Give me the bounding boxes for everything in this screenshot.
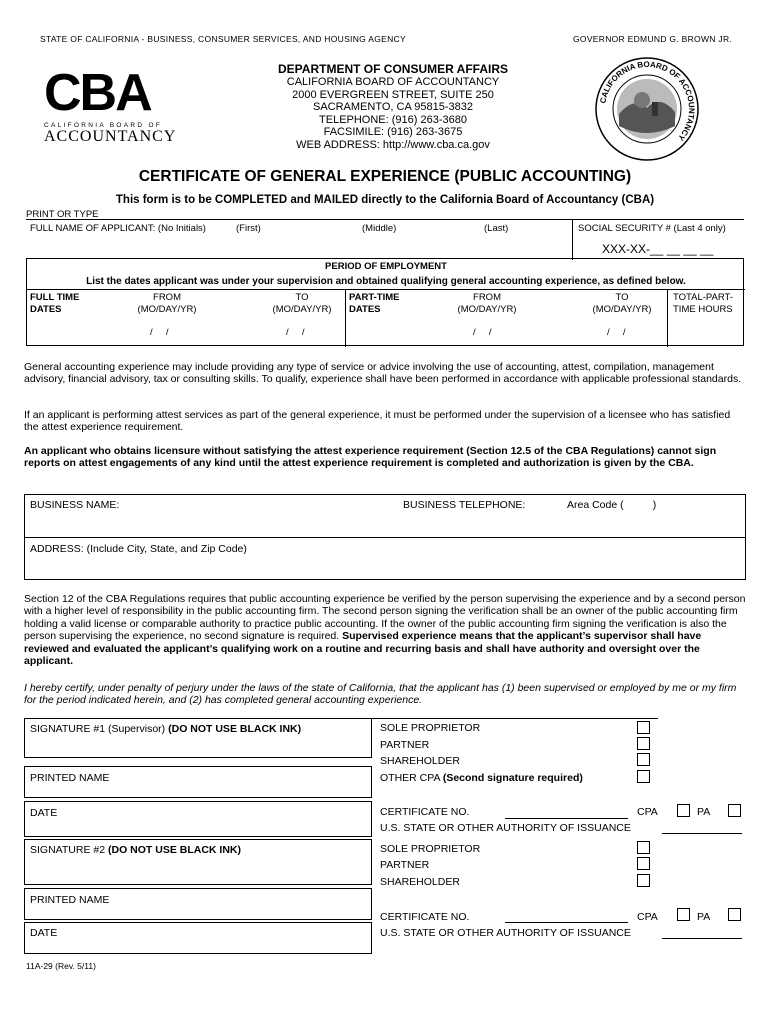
sole-proprietor-2-checkbox[interactable]: [637, 841, 650, 854]
paragraph-general-experience: General accounting experience may include providing any type of service or advice involving the use of accounting, attest, compilation, management advisory, financial advisory, tax or consulting skills. To qualify, experience shall have been performed in accordance with applicable professional standards.: [24, 361, 742, 386]
pt-from-format: (MO/DAY/YR): [457, 304, 517, 315]
certificate-no-2-label: CERTIFICATE NO.: [380, 911, 470, 923]
ft-from-label: FROM: [153, 292, 181, 303]
us-state-2-label: U.S. STATE OR OTHER AUTHORITY OF ISSUANCE: [380, 927, 631, 939]
ft-pt-divider: [345, 289, 346, 347]
pa-2-label: PA: [697, 911, 711, 923]
employment-divider: [27, 289, 745, 290]
last-name-label: (Last): [484, 223, 509, 234]
partner-2-label: PARTNER: [380, 859, 430, 871]
other-cpa-text: OTHER CPA: [380, 772, 440, 784]
full-time-dates-label: DATES: [30, 304, 62, 315]
dept-line-1: CALIFORNIA BOARD OF ACCOUNTANCY: [286, 76, 500, 88]
part-time-label: PART-TIME: [349, 292, 400, 303]
dept-line-2: 2000 EVERGREEN STREET, SUITE 250: [292, 88, 494, 101]
signature-2-label: [30, 844, 241, 856]
dept-title: DEPARTMENT OF CONSUMER AFFAIRS: [278, 62, 508, 76]
dept-line-5: FACSIMILE: (916) 263-3675: [323, 126, 463, 138]
dept-line-4: TELEPHONE: (916) 263-3680: [319, 113, 467, 126]
signature-1-label: [30, 723, 301, 735]
printed-name-1-label: PRINTED NAME: [30, 772, 110, 784]
other-cpa-label: [380, 772, 583, 784]
section-12-text: Section 12 of the CBA Regulations requires that public accounting experience be verified by the person supervising the experience and by a second person with a higher level of responsibility in the public accounting firm. The second person signing the verification shall be an owner of the public accounting firm holding a valid license or comparable authority to practice public accounting. If the owner of the public accounting firm signing the verification is also the person supervising the experience, no second signature is required.: [24, 593, 746, 643]
pt-to-format: (MO/DAY/YR): [592, 304, 652, 315]
logo-line1: CALIFORNIA BOARD OF: [44, 122, 163, 129]
pa-2-checkbox[interactable]: [728, 908, 741, 921]
ft-to-label: TO: [295, 292, 309, 303]
agency-header: STATE OF CALIFORNIA - BUSINESS, CONSUMER SERVICES, AND HOUSING AGENCY: [40, 34, 406, 44]
signature-1-text: SIGNATURE #1 (Supervisor): [30, 723, 166, 735]
cba-logo: [44, 66, 178, 145]
partner-1-checkbox[interactable]: [637, 737, 650, 750]
certificate-no-1-label: CERTIFICATE NO.: [380, 806, 470, 818]
printed-name-1-box[interactable]: [24, 766, 372, 798]
cpa-1-checkbox[interactable]: [677, 804, 690, 817]
business-divider: [25, 537, 745, 538]
dept-line-3: SACRAMENTO, CA 95815-3832: [313, 101, 473, 113]
shareholder-1-label: SHAREHOLDER: [380, 755, 460, 767]
ssn-divider: [572, 220, 573, 260]
certificate-no-2-input[interactable]: [505, 922, 628, 923]
cpa-1-label: CPA: [637, 806, 658, 818]
business-name-label: BUSINESS NAME:: [30, 499, 120, 511]
ssn-value[interactable]: XXX-XX-__ __ __ __: [602, 242, 714, 256]
total-divider: [667, 289, 668, 347]
ft-from-format: (MO/DAY/YR): [137, 304, 197, 315]
signature-1-box[interactable]: [24, 718, 372, 758]
ft-from-input[interactable]: / /: [150, 327, 169, 338]
svg-text:CALIFORNIA BOARD OF ACCOUNTANC: CALIFORNIA BOARD OF ACCOUNTANCY: [598, 59, 697, 143]
ssn-label: SOCIAL SECURITY # (Last 4 only): [578, 223, 726, 234]
printed-name-2-label: PRINTED NAME: [30, 894, 110, 906]
middle-name-label: (Middle): [362, 223, 397, 234]
sole-proprietor-1-checkbox[interactable]: [637, 721, 650, 734]
paragraph-attest: If an applicant is performing attest services as part of the general experience, it must be performed under the supervision of a licensee who has satisfied the attest experience requirement.: [24, 409, 731, 434]
business-box: [24, 494, 746, 580]
signature-1-warning: (DO NOT USE BLACK INK): [168, 723, 302, 735]
shareholder-1-checkbox[interactable]: [637, 753, 650, 766]
department-block: [248, 62, 538, 151]
certificate-no-1-input[interactable]: [505, 818, 628, 819]
dept-line-6: WEB ADDRESS: http://www.cba.ca.gov: [296, 138, 490, 151]
pa-1-label: PA: [697, 806, 711, 818]
form-subtitle: This form is to be COMPLETED and MAILED directly to the California Board of Accountancy (CBA): [115, 194, 655, 206]
us-state-2-input[interactable]: [662, 938, 742, 939]
pa-1-checkbox[interactable]: [728, 804, 741, 817]
other-cpa-checkbox[interactable]: [637, 770, 650, 783]
full-time-label: FULL TIME: [30, 292, 80, 303]
logo-line2: ACCOUNTANCY: [44, 128, 177, 145]
cpa-2-label: CPA: [637, 911, 658, 923]
signature-2-warning: (DO NOT USE BLACK INK): [108, 844, 241, 856]
area-code-label: Area Code ( ): [567, 499, 657, 511]
governor-header: GOVERNOR EDMUND G. BROWN JR.: [573, 34, 733, 44]
employment-heading: PERIOD OF EMPLOYMENT: [325, 261, 447, 272]
print-or-type: PRINT OR TYPE: [26, 209, 99, 220]
ft-to-input[interactable]: / /: [286, 327, 305, 338]
total-label-1: TOTAL-PART-: [673, 292, 734, 303]
address-input[interactable]: [27, 557, 743, 579]
supervised-experience-definition: Supervised experience means that the applicant’s supervisor shall have reviewed and evaluated the applicant’s qualifying work on a routine and recurring basis and shall have authority and oversight over the applicant.: [24, 630, 702, 668]
date-1-label: DATE: [30, 807, 58, 819]
employment-instruction: List the dates applicant was under your supervision and obtained qualifying general accounting experience, as defined below.: [86, 276, 686, 287]
partner-1-label: PARTNER: [380, 739, 430, 751]
first-name-label: (First): [236, 223, 261, 234]
sole-proprietor-2-label: SOLE PROPRIETOR: [380, 843, 481, 855]
applicant-name-input[interactable]: [26, 232, 546, 258]
date-2-box[interactable]: [24, 922, 372, 954]
cba-logo-letters: [44, 66, 178, 116]
date-1-box[interactable]: [24, 801, 372, 837]
business-name-input[interactable]: [27, 513, 397, 535]
pt-from-label: FROM: [473, 292, 501, 303]
sole-proprietor-1-label: SOLE PROPRIETOR: [380, 722, 481, 734]
address-label: ADDRESS: (Include City, State, and Zip Code): [30, 543, 247, 555]
date-2-label: DATE: [30, 927, 58, 939]
pt-from-input[interactable]: / /: [473, 327, 492, 338]
shareholder-2-checkbox[interactable]: [637, 874, 650, 887]
certification-statement: I hereby certify, under penalty of perjury under the laws of the state of California, that the applicant has (1) been supervised or employed by me or my firm for the period indicated herein, and (2) has completed general accounting experience.: [24, 682, 737, 707]
signature-2-box[interactable]: [24, 839, 372, 885]
paragraph-section-12: [24, 593, 746, 667]
cba-logo-text: CBA: [44, 66, 151, 116]
cpa-2-checkbox[interactable]: [677, 908, 690, 921]
partner-2-checkbox[interactable]: [637, 857, 650, 870]
us-state-1-input[interactable]: [662, 833, 742, 834]
second-signature-required: (Second signature required): [442, 772, 583, 784]
paragraph-licensure-warning: An applicant who obtains licensure without satisfying the attest experience requirement (Section 12.5 of the CBA Regulations) cannot sign reports on attest engagements of any kind until the attest experience requirement is completed and authorization is given by the CBA.: [24, 445, 717, 470]
ft-to-format: (MO/DAY/YR): [272, 304, 332, 315]
form-number: 11A-29 (Rev. 5/11): [26, 961, 96, 971]
business-phone-label: BUSINESS TELEPHONE:: [403, 499, 526, 511]
total-label-2: TIME HOURS: [673, 304, 733, 315]
seal-icon: [594, 56, 700, 162]
shareholder-2-label: SHAREHOLDER: [380, 876, 460, 888]
total-hours-input[interactable]: [672, 319, 742, 343]
business-phone-input[interactable]: [565, 513, 743, 535]
pt-to-input[interactable]: / /: [607, 327, 626, 338]
full-name-label: FULL NAME OF APPLICANT: (No Initials): [30, 223, 206, 234]
part-time-dates-label: DATES: [349, 304, 381, 315]
form-title: CERTIFICATE OF GENERAL EXPERIENCE (PUBLIC ACCOUNTING): [138, 168, 632, 185]
us-state-1-label: U.S. STATE OR OTHER AUTHORITY OF ISSUANCE: [380, 822, 631, 834]
state-seal: [594, 56, 700, 162]
signature-2-text: SIGNATURE #2: [30, 844, 106, 856]
pt-to-label: TO: [615, 292, 629, 303]
printed-name-2-box[interactable]: [24, 888, 372, 920]
employment-box: [26, 258, 744, 346]
